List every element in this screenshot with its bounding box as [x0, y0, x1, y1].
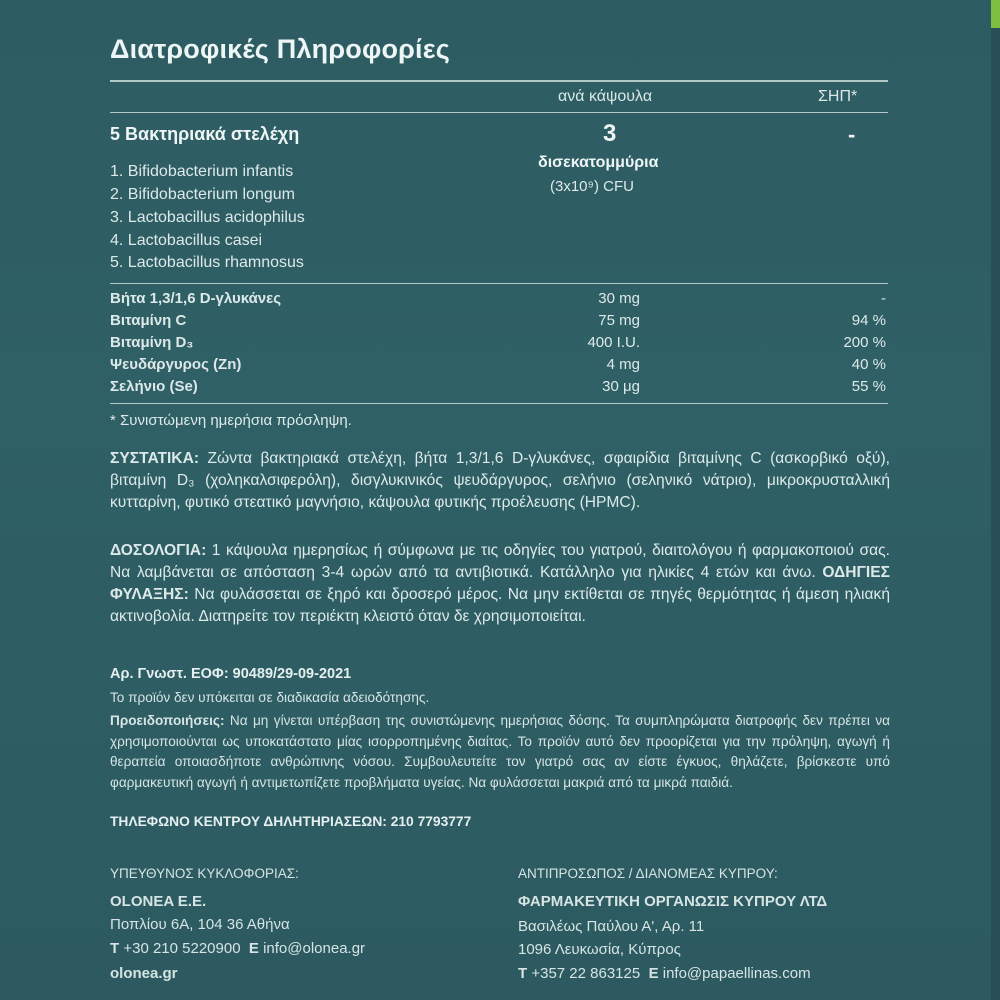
left-footer-web: olonea.gr: [110, 965, 178, 982]
right-footer-address1: Βασιλέως Παύλου Α', Αρ. 11: [518, 918, 705, 935]
box-edge-green: [991, 0, 1000, 28]
box-edge: [991, 28, 1000, 1000]
table-rule: [110, 403, 888, 404]
strain-item: 3. Lactobacillus acidophilus: [110, 209, 305, 226]
email-value: info@olonea.gr: [263, 940, 366, 957]
storage-label: ΟΔΗΓΙΕΣ ΦΥΛΑΞΗΣ:: [110, 564, 890, 603]
strain-item: 4. Lactobacillus casei: [110, 232, 263, 249]
warnings-label: Προειδοποιήσεις:: [110, 713, 225, 728]
nutrient-rda: 55 %: [851, 378, 886, 395]
left-footer-contact: [110, 940, 365, 957]
header-per-capsule: ανά κάψουλα: [558, 88, 653, 105]
right-footer-company: ΦΑΡΜΑΚΕΥΤΙΚΗ ΟΡΓΑΝΩΣΙΣ ΚΥΠΡΟΥ ΛΤΔ: [518, 893, 828, 910]
storage-text: Να φυλάσσεται σε ξηρό και δροσερό μέρος. Να μην εκτίθεται σε πηγές θερμότητας ή άμεση ηλιακή ακτινοβολία. Διατηρείτε τον περιέκτη κλειστό όταν δε χρησιμοποιείται.: [110, 586, 890, 625]
nutrient-rda: 40 %: [851, 356, 886, 373]
strains-rda: -: [848, 122, 856, 147]
ingredients-paragraph: [110, 448, 890, 514]
strains-amount-word: δισεκατομμύρια: [538, 154, 659, 171]
nutrient-rda: -: [881, 290, 886, 307]
header-rda: ΣΗΠ*: [818, 88, 858, 105]
nutrient-name: Βήτα 1,3/1,6 D-γλυκάνες: [110, 290, 282, 307]
dosage-label: ΔΟΣΟΛΟΓΙΑ:: [110, 542, 207, 559]
nutrient-name: Βιταμίνη D₃: [110, 334, 194, 351]
left-footer-company: OLONEA E.E.: [110, 893, 207, 910]
not-licensed-note: Το προϊόν δεν υπόκειται σε διαδικασία αδειοδότησης.: [110, 690, 430, 705]
phone-label: T: [518, 965, 528, 982]
nutrient-amount: 75 mg: [598, 312, 640, 329]
right-footer-heading: ΑΝΤΙΠΡΟΣΩΠΟΣ / ΔΙΑΝΟΜΕΑΣ ΚΥΠΡΟΥ:: [518, 866, 778, 881]
phone-value: +30 210 5220900: [123, 940, 241, 957]
strain-item: 5. Lactobacillus rhamnosus: [110, 254, 304, 271]
nutrient-amount: 4 mg: [606, 356, 640, 373]
dosage-paragraph: [110, 540, 890, 628]
nutrient-rda: 94 %: [851, 312, 886, 329]
poison-center-phone: ΤΗΛΕΦΩΝΟ ΚΕΝΤΡΟΥ ΔΗΛΗΤΗΡΙΑΣΕΩΝ: 210 7793777: [110, 814, 472, 829]
nutrient-amount: 30 mg: [598, 290, 640, 307]
right-footer-contact: [518, 965, 811, 982]
nutrient-name: Βιταμίνη C: [110, 312, 187, 329]
right-footer-address2: 1096 Λευκωσία, Κύπρος: [518, 941, 681, 958]
nutrient-name: Σελήνιο (Se): [110, 378, 198, 395]
strains-rule: [110, 283, 888, 284]
phone-value: +357 22 863125: [531, 965, 641, 982]
strain-item: 2. Bifidobacterium longum: [110, 186, 295, 203]
email-value: info@papaellinas.com: [662, 965, 811, 982]
email-label: E: [648, 965, 659, 982]
ingredients-text: Ζώντα βακτηριακά στελέχη, βήτα 1,3/1,6 D-γλυκάνες, σφαιρίδια βιταμίνης C (ασκορβικό οξύ), βιταμίνη D₃ (χοληκαλσιφερόλη), δισγλυκινικός ψευδάργυρος, σελήνιο (σεληνικό νάτριο), μικροκρυσταλλική κυτταρίνη, φυτικό στεατικό μαγνήσιο, κάψουλα φυτικής προέλευσης (HPMC).: [110, 450, 890, 511]
left-footer-heading: ΥΠΕΥΘΥΝΟΣ ΚΥΚΛΟΦΟΡΙΑΣ:: [110, 866, 299, 881]
warnings-paragraph: [110, 711, 890, 793]
strains-amount: 3: [603, 120, 617, 147]
ingredients-label: ΣΥΣΤΑΤΙΚΑ:: [110, 450, 200, 467]
nutrient-amount: 30 μg: [602, 378, 640, 395]
strains-heading: 5 Βακτηριακά στελέχη: [110, 124, 300, 144]
warnings-text: Να μη γίνεται υπέρβαση της συνιστώμενης ημερήσιας δόσης. Τα συμπληρώματα διατροφής δεν πρέπει να χρησιμοποιούνται ως υποκατάστατο μίας ισορροπημένης διαίτας. Το προϊόν αυτό δεν προορίζεται για την πρόληψη, αγωγή ή θεραπεία οποιασδήποτε ανθρώπινης νόσου. Συμβουλευτείτε τον γιατρό σας αν είστε έγκυος, θηλάζετε, βρίσκεστε υπό φαρμακευτική αγωγή ή αντιμετωπίζετε προβλήματα υγείας. Να φυλάσσεται μακριά από τα μικρά παιδιά.: [110, 713, 890, 790]
eof-number: Αρ. Γνωστ. ΕΟΦ: 90489/29-09-2021: [110, 666, 352, 682]
title-rule: [110, 80, 888, 82]
dosage-text: 1 κάψουλα ημερησίως ή σύμφωνα με τις οδηγίες του γιατρού, διαιτολόγου ή φαρμακοποιού σας. Να λαμβάνεται σε απόσταση 3-4 ωρών από τα αντιβιοτικά. Κατάλληλο για ηλικίες 4 ετών και άνω.: [110, 542, 890, 581]
nutrient-amount: 400 I.U.: [587, 334, 640, 351]
left-footer-address: Ποπλίου 6Α, 104 36 Αθήνα: [110, 916, 290, 933]
email-label: E: [248, 940, 259, 957]
rda-footnote: * Συνιστώμενη ημερήσια πρόσληψη.: [110, 412, 352, 429]
header-rule: [110, 112, 888, 113]
strain-item: 1. Bifidobacterium infantis: [110, 163, 294, 180]
nutrient-rda: 200 %: [843, 334, 886, 351]
page-title: Διατροφικές Πληροφορίες: [110, 34, 451, 64]
strains-cfu: (3x10⁹) CFU: [550, 178, 634, 195]
phone-label: T: [110, 940, 120, 957]
nutrient-name: Ψευδάργυρος (Zn): [110, 356, 242, 373]
